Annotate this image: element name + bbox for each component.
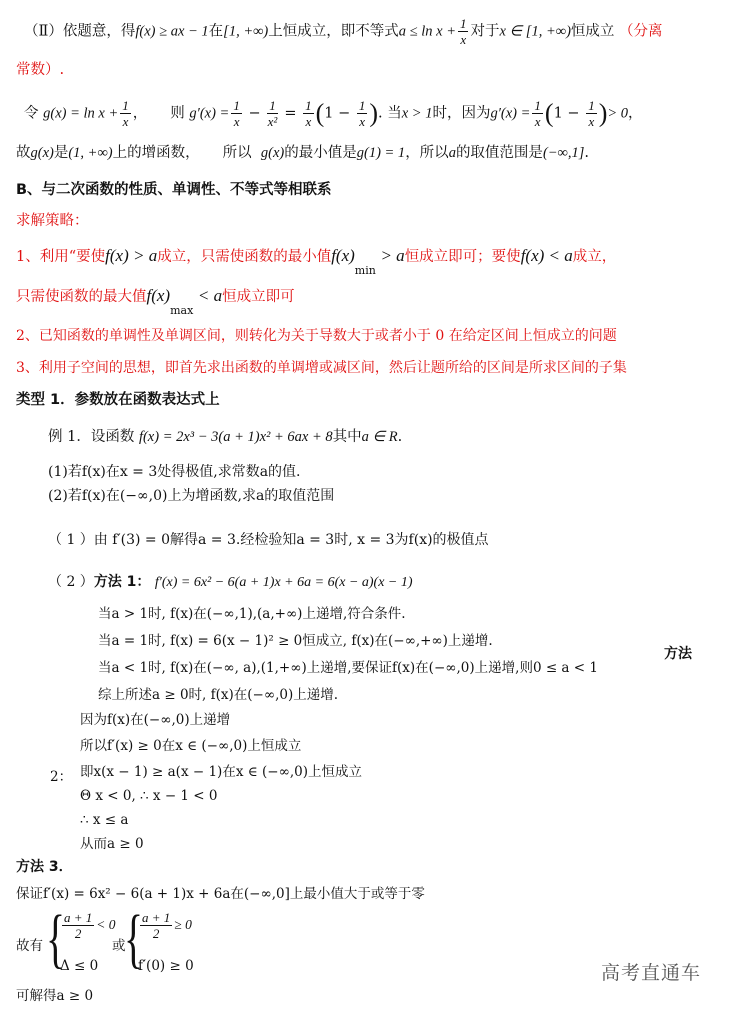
fraction: $\frac{1}{x}$ [459, 16, 467, 47]
system-2-row2: f′(0) ≥ 0 [138, 958, 194, 974]
or-label: 或 [112, 938, 126, 954]
method2-line4: Θ x < 0, ∴ x − 1 < 0 [80, 788, 218, 804]
question-1: (1)若f(x)在x = 3处得极值,求常数a的值. [48, 464, 301, 480]
method3-therefore: 故有 [16, 938, 43, 954]
question-2: (2)若f(x)在(−∞,0)上为增函数,求a的取值范围 [48, 488, 335, 504]
strategy-1: 1、利用“要使f(x) > a成立，只需使函数的最小值$f(x)_{min} > a$恒成立即可；要使f(x) < a成立， [16, 246, 617, 277]
method3-title: 方法 3． [16, 859, 73, 875]
system-2-row1: $\frac{a + 1}{2}$ ≥ 0 [142, 910, 192, 941]
system-1-row1: $\frac{a + 1}{2}$ < 0 [64, 910, 116, 941]
left-brace-2: { [124, 902, 144, 975]
method2-line1: 因为f(x)在(−∞,0)上递增 [80, 712, 231, 728]
example-1: 例 1．设函数 f(x) = 2x³ − 3(a + 1)x² + 6ax + 8其中a ∈ R. [48, 429, 403, 445]
case-summary: 综上所述a ≥ 0时, f(x)在(−∞,0)上递增. [98, 687, 339, 703]
left-brace-1: { [46, 902, 66, 975]
note: （分离 [619, 23, 663, 40]
strategy-3: 3、利用子空间的思想，即首先求出函数的单调增或减区间，然后让题所给的区间是所求区间的子集 [16, 360, 627, 376]
strategy-2: 2、已知函数的单调性及单调区间，则转化为关于导数大于或者小于 0 在给定区间上恒成立的问题 [16, 328, 617, 344]
strategy-title: 求解策略： [16, 213, 89, 229]
part2-line2: 令 g(x) = ln x + $\frac{1}{x}$ ， 则 g′(x) = $\frac{1}{x}$ − $\frac{1}{\text{x²}}$ = $\frac{1}{x}$ (1 − $\frac{1}{x}$ ). 当x > 1时，因为g′(x) = $\frac{1}{x}$ (1 − $\frac{1}{x}$ )> 0， [24, 98, 643, 129]
note-cont: 常数）. [16, 62, 65, 78]
method3-conclusion: 可解得a ≥ 0 [16, 988, 94, 1004]
method2-line2: 所以f′(x) ≥ 0在x ∈ (−∞,0)上恒成立 [80, 738, 302, 754]
strategy-1-cont: 只需使函数的最大值$f(x)_{max} < a$恒成立即可 [16, 286, 295, 317]
watermark-label: 高考直通车 [600, 962, 701, 984]
system-1-row2: Δ ≤ 0 [60, 958, 99, 974]
part2-line1: （Ⅱ）依题意，得f(x) ≥ ax − 1在[1, +∞)上恒成立，即不等式a ≤ ln x + $\frac{1}{x}$ 对于x ∈ [1, +∞)恒成立 （分离 [24, 16, 663, 47]
method2-number: 2： [50, 769, 73, 785]
solution-1: （ 1 ）由 f′(3) = 0解得a = 3.经检验知a = 3时, x = 3为f(x)的极值点 [48, 532, 489, 548]
method-label: 方法 [664, 646, 692, 662]
method2-line3: 即x(x − 1) ≥ a(x − 1)在x ∈ (−∞,0)上恒成立 [80, 764, 362, 780]
solution-2-method1: （ 2 ）方法 1： f′(x) = 6x² − 6(a + 1)x + 6a = 6(x − a)(x − 1) [48, 574, 413, 590]
method2-line6: 从而a ≥ 0 [80, 836, 144, 852]
method3-line1: 保证f′(x) = 6x² − 6(a + 1)x + 6a在(−∞,0]上最小值大于或等于零 [16, 886, 425, 902]
case-1: 当a > 1时, f(x)在(−∞,1),(a,+∞)上递增,符合条件. [98, 606, 406, 622]
case-2: 当a = 1时, f(x) = 6(x − 1)² ≥ 0恒成立, f(x)在(−∞,+∞)上递增. [98, 633, 493, 649]
case-3: 当a < 1时, f(x)在(−∞, a),(1,+∞)上递增,要保证f(x)在(−∞,0)上递增,则0 ≤ a < 1 [98, 660, 598, 676]
section-b-title: B、与二次函数的性质、单调性、不等式等相联系 [16, 182, 332, 198]
method2-line5: ∴ x ≤ a [80, 812, 129, 828]
type1-title: 类型 1．参数放在函数表达式上 [16, 392, 220, 408]
part2-line3: 故g(x)是(1, +∞)上的增函数， 所以 g(x)的最小值是g(1) = 1，所以a的取值范围是(−∞,1]. [16, 145, 590, 161]
